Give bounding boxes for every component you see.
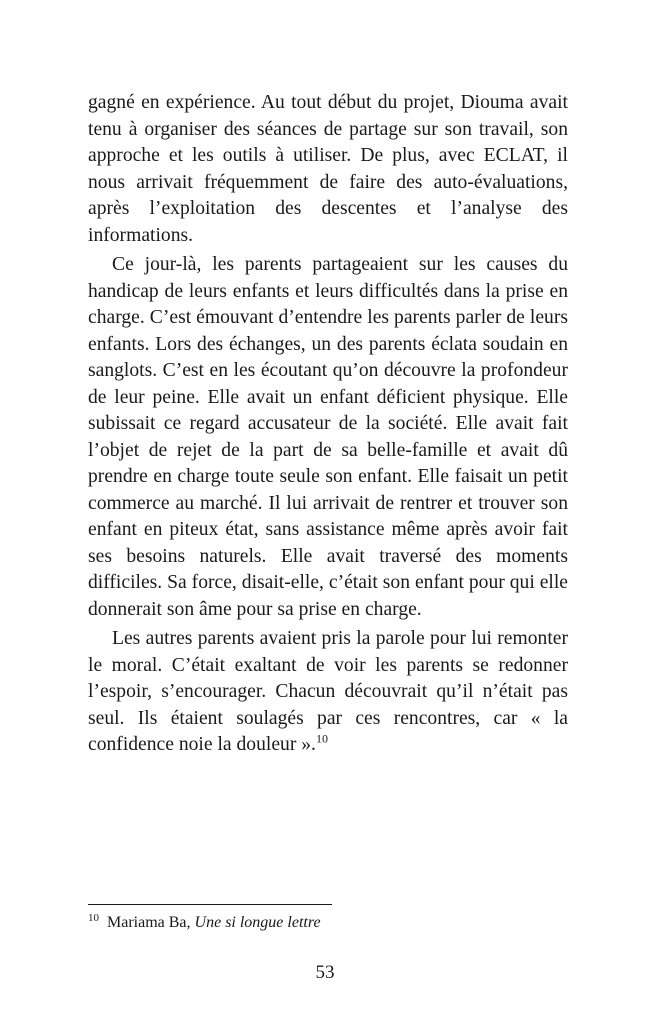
paragraph-2: Ce jour-là, les parents partageaient sur les causes du handicap de leurs enfants et leurs difficultés dans la prise en charge. C’est émouvant d’entendre les parents parler de leurs enfants. Lors des échanges, un des parents éclata soudain en sanglots. C’est en les écoutant qu’on découvre la profondeur de leur peine. Elle avait un enfant déficient physique. Elle subissait ce regard accusateur de la société. Elle avait fait l’objet de rejet de la part de sa belle-famille et avait dû prendre en charge toute seule son enfant. Elle faisait un petit commerce au marché. Il lui arrivait de rentrer et trouver son enfant en piteux état, sans assistance même après avoir fait ses besoins naturels. Elle avait traversé des moments difficiles. Sa force, disait-elle, c’était son enfant pour qui elle donnerait son âme pour sa prise en charge. bbox=[88, 254, 568, 620]
footnote-divider bbox=[88, 904, 332, 905]
page-body bbox=[88, 90, 568, 762]
paragraph-1: gagné en expérience. Au tout début du projet, Diouma avait tenu à organiser des séances de partage sur son travail, son approche et les outils à utiliser. De plus, avec ECLAT, il nous arrivait fréquemment de faire des auto-évaluations, après l’exploitation des descentes et l’analyse des informations. bbox=[88, 92, 568, 246]
footnote-author: Mariama Ba, bbox=[107, 914, 195, 931]
paragraph-3-text: Les autres parents avaient pris la parole pour lui remonter le moral. C’était exaltant de voir les parents se redonner l’espoir, s’encourager. Chacun découvrait qu’il n’était pas seul. Ils étaient soulagés par ces rencontres, car « la confidence noie la douleur ». bbox=[88, 628, 568, 755]
footnote-number: 10 bbox=[88, 911, 99, 924]
footnote-reference[interactable]: 10 bbox=[315, 731, 328, 746]
page-number: 53 bbox=[315, 962, 335, 983]
paragraph-3 bbox=[88, 626, 568, 759]
footnote bbox=[88, 912, 321, 934]
footnote-title: Une si longue lettre bbox=[194, 914, 321, 931]
